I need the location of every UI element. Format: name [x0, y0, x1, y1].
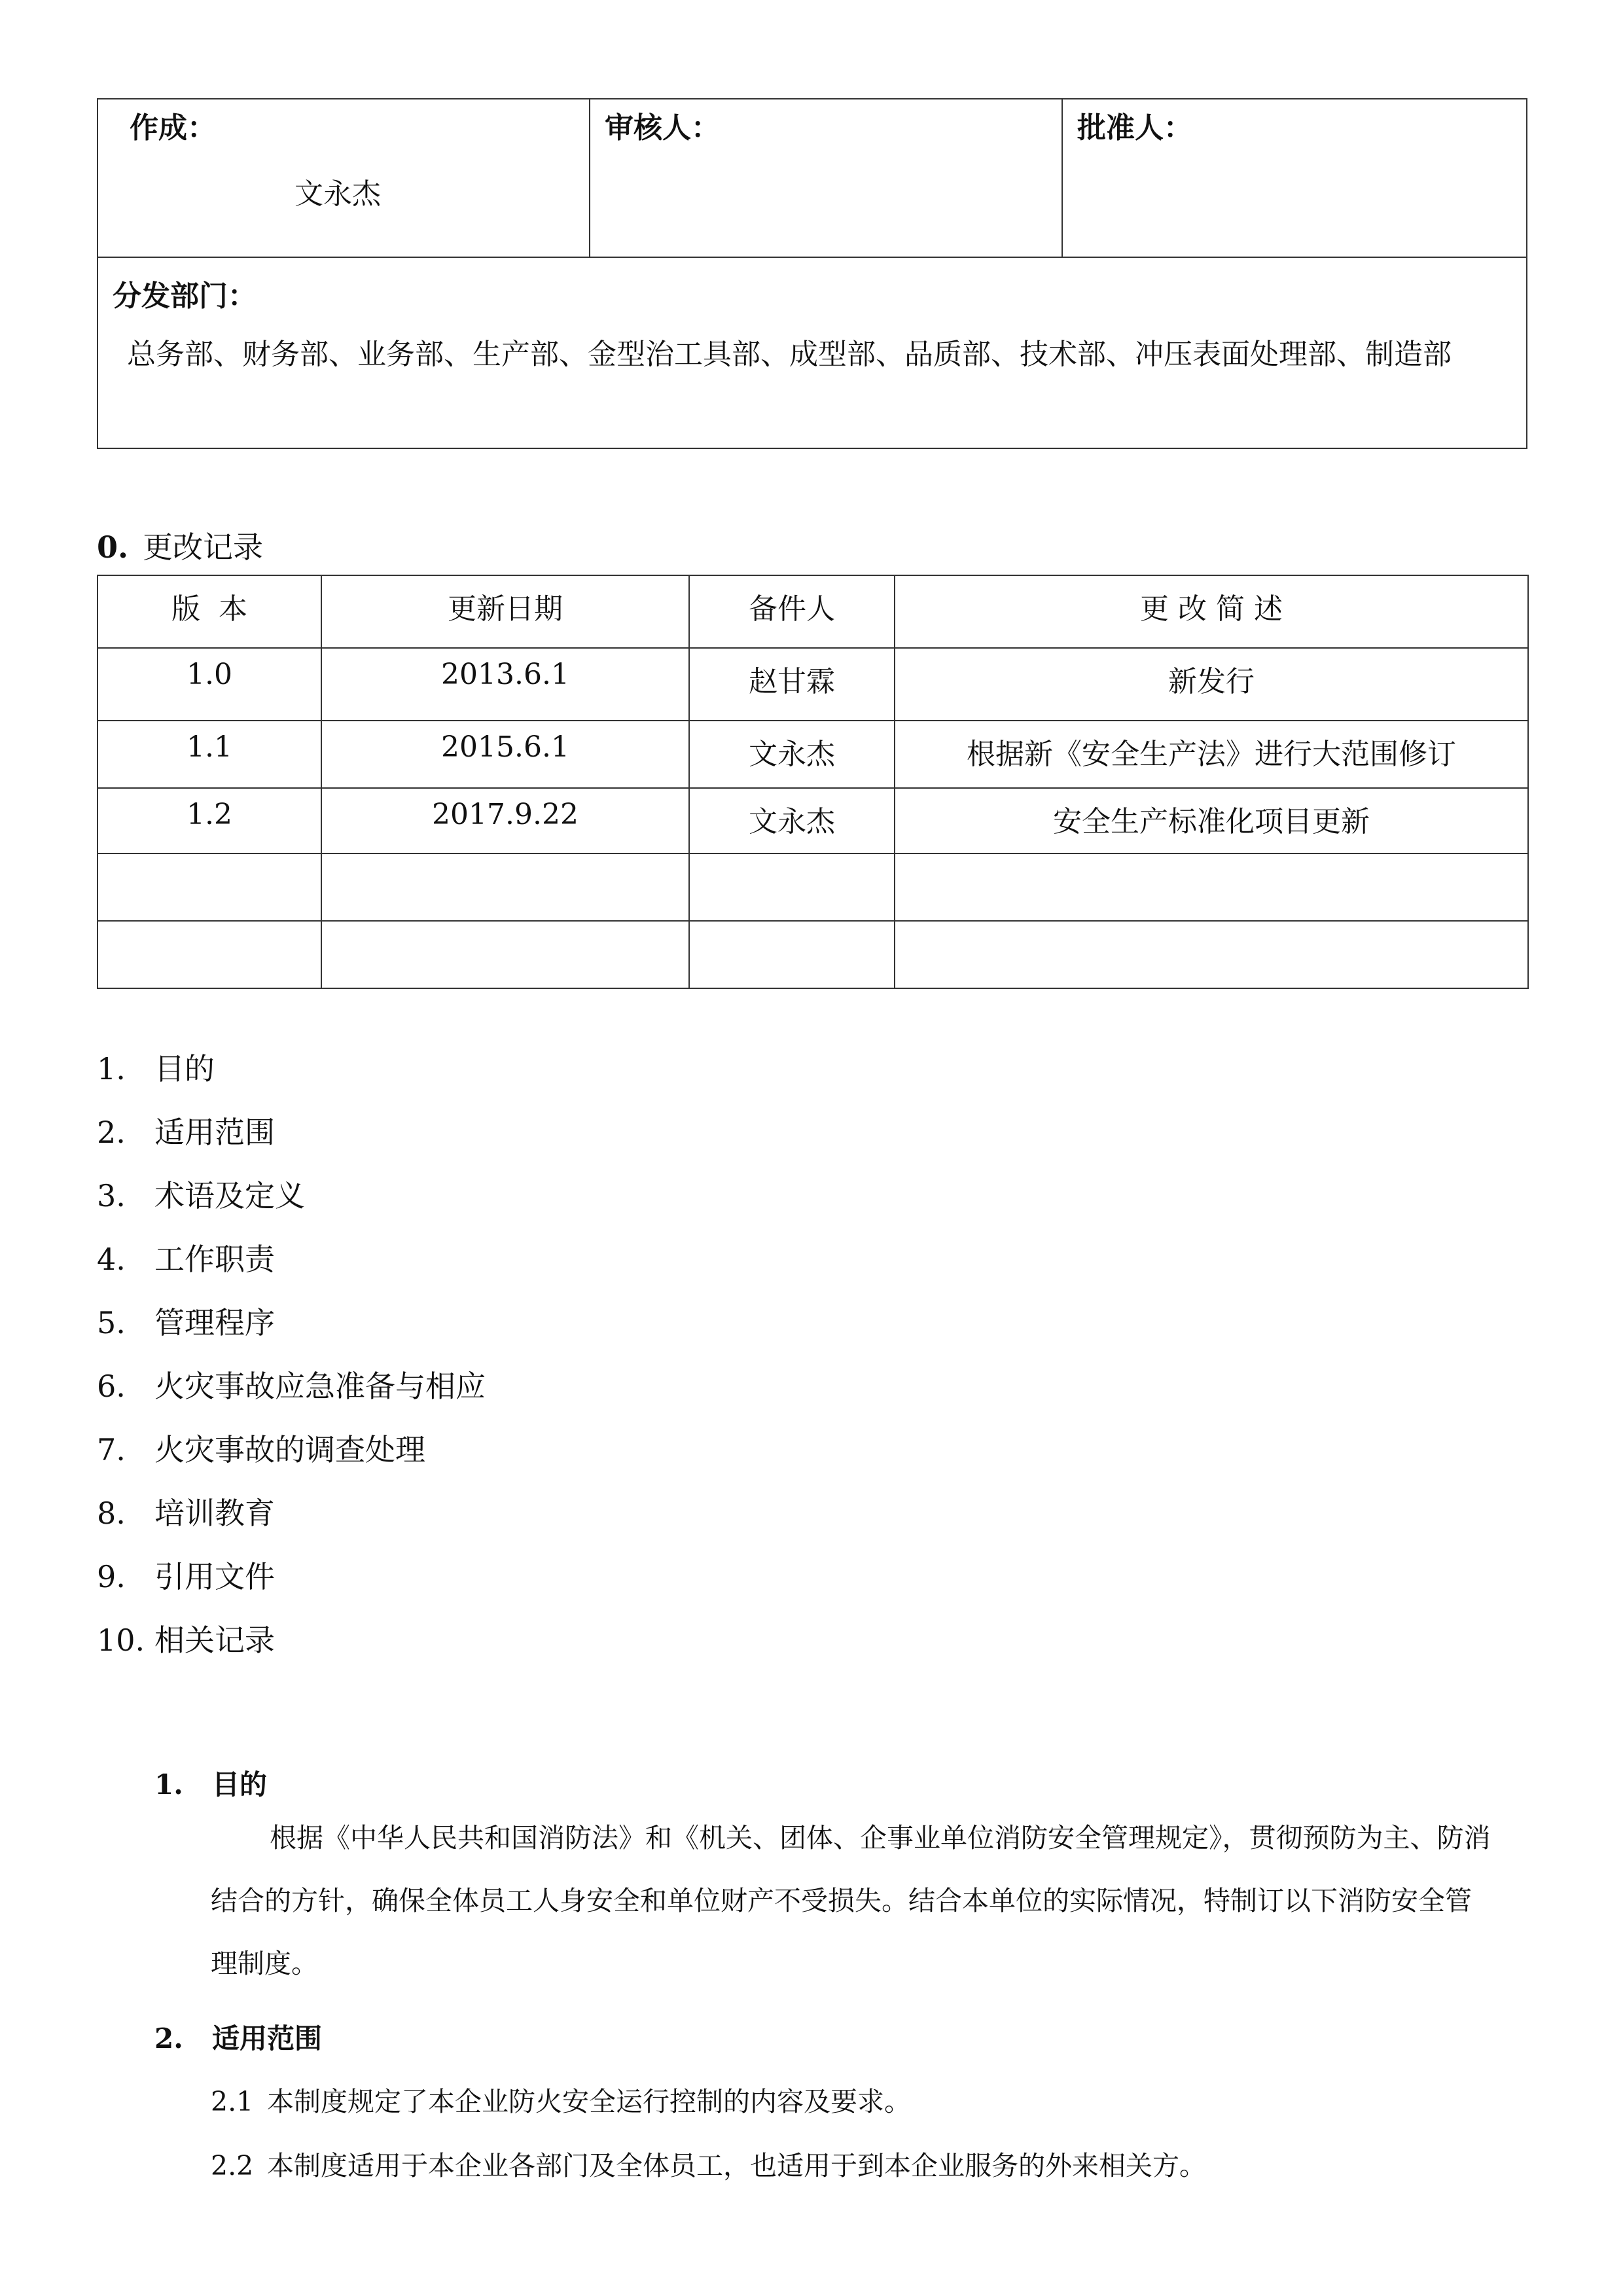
table-row [98, 721, 1528, 788]
section-2-number: 2. [154, 2022, 183, 2054]
section-2-item-number: 2.1 [211, 2086, 254, 2117]
toc-item [97, 1305, 486, 1371]
row-date: 2013.6.1 [321, 648, 689, 721]
row-date [321, 921, 689, 988]
toc-title: 管理程序 [154, 1305, 275, 1340]
toc-title: 火灾事故应急准备与相应 [154, 1369, 486, 1404]
row-date: 2017.9.22 [321, 788, 689, 853]
distribution-label: 分发部门： [113, 279, 257, 313]
header-summary: 更 改 简 述 [895, 575, 1528, 648]
row-version: 1.0 [98, 648, 321, 721]
row-date: 2015.6.1 [321, 721, 689, 788]
toc-number: 6. [97, 1369, 126, 1404]
row-editor: 文永杰 [689, 788, 895, 853]
toc-title: 引用文件 [154, 1559, 275, 1594]
section-2-item [211, 2144, 1206, 2183]
approver-label: 批准人： [1077, 111, 1192, 145]
row-version: 1.2 [98, 788, 321, 853]
row-version: 1.1 [98, 721, 321, 788]
toc-item [97, 1371, 486, 1435]
header-editor: 备件人 [689, 575, 895, 648]
toc-number: 9. [97, 1559, 126, 1594]
row-version [98, 853, 321, 921]
reviewer-cell [590, 99, 1062, 257]
row-date [321, 853, 689, 921]
author-label: 作成： [130, 111, 216, 145]
toc-item [97, 1432, 486, 1498]
toc-number: 3. [97, 1178, 126, 1213]
approval-row [98, 99, 1527, 257]
approver-cell [1062, 99, 1527, 257]
distribution-list: 总务部、财务部、业务部、生产部、金型治工具部、成型部、品质部、技术部、冲压表面处理部、制造部 [127, 338, 1452, 371]
change-log-title: 更改记录 [143, 529, 264, 565]
table-row [98, 921, 1528, 988]
toc-item [97, 1178, 486, 1244]
change-log-table [97, 575, 1529, 989]
toc-title: 火灾事故的调查处理 [154, 1432, 425, 1467]
section-2-item-text: 本制度规定了本企业防火安全运行控制的内容及要求。 [267, 2086, 911, 2117]
reviewer-label: 审核人： [605, 111, 720, 145]
table-row [98, 648, 1528, 721]
change-log-header-row [98, 575, 1528, 648]
section-2-heading [154, 2017, 322, 2056]
section-2-item-number: 2.2 [211, 2150, 254, 2181]
row-editor: 赵甘霖 [689, 648, 895, 721]
section-1-number: 1. [154, 1768, 183, 1801]
row-editor [689, 853, 895, 921]
section-1-heading [154, 1763, 267, 1803]
table-of-contents [97, 1051, 486, 1689]
toc-number: 7. [97, 1432, 126, 1467]
author-name: 文永杰 [294, 177, 381, 211]
toc-item [97, 1498, 486, 1562]
row-editor [689, 921, 895, 988]
row-version [98, 921, 321, 988]
toc-title: 培训教育 [154, 1496, 275, 1531]
toc-item [97, 1559, 486, 1625]
toc-number: 4. [97, 1242, 126, 1277]
toc-number: 1. [97, 1051, 126, 1086]
section-1-text: 根据《中华人民共和国消防法》和《机关、团体、企事业单位消防安全管理规定》，贯彻预防为主、防消结合的方针，确保全体员工人身安全和单位财产不受损失。结合本单位的实际情况，特制订以下消防安全管理制度。 [211, 1822, 1491, 1979]
toc-title: 工作职责 [154, 1242, 275, 1277]
header-version: 版 本 [98, 575, 321, 648]
row-summary: 新发行 [895, 648, 1528, 721]
section-2-title: 适用范围 [212, 2022, 323, 2054]
section-2-item [211, 2080, 911, 2119]
distribution-cell [98, 257, 1527, 448]
section-1-title: 目的 [212, 1768, 268, 1801]
toc-item [97, 1117, 486, 1181]
change-log-heading [97, 524, 263, 567]
section-2-item-text: 本制度适用于本企业各部门及全体员工，也适用于到本企业服务的外来相关方。 [267, 2150, 1206, 2181]
toc-number: 5. [97, 1305, 126, 1340]
toc-item [97, 1051, 486, 1117]
row-summary [895, 921, 1528, 988]
header-date: 更新日期 [321, 575, 689, 648]
toc-title: 适用范围 [154, 1115, 275, 1150]
toc-title: 术语及定义 [154, 1178, 305, 1213]
row-summary [895, 853, 1528, 921]
toc-number: 2. [97, 1115, 126, 1150]
table-row [98, 788, 1528, 853]
author-cell [98, 99, 590, 257]
row-summary: 安全生产标准化项目更新 [895, 788, 1528, 853]
approval-table [97, 98, 1527, 449]
toc-title: 目的 [154, 1051, 215, 1086]
distribution-row [98, 257, 1527, 448]
row-summary: 根据新《安全生产法》进行大范围修订 [895, 721, 1528, 788]
toc-number: 8. [97, 1496, 126, 1531]
toc-title: 相关记录 [154, 1623, 275, 1658]
row-editor: 文永杰 [689, 721, 895, 788]
toc-number: 10. [97, 1623, 145, 1658]
table-row [98, 853, 1528, 921]
toc-item [97, 1244, 486, 1308]
toc-item [97, 1625, 486, 1689]
change-log-number: 0. [97, 529, 129, 565]
